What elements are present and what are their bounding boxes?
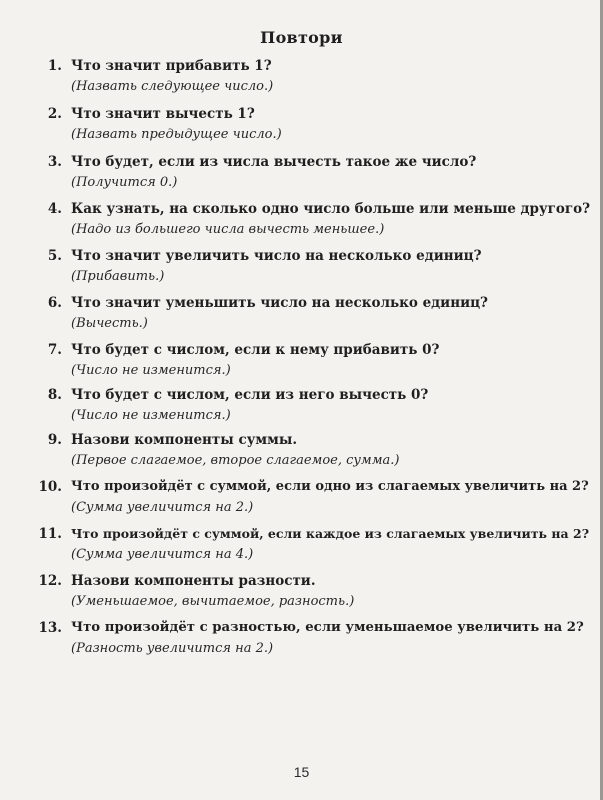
question-number: 12. [38,573,62,589]
question-text: Что будет с числом, если к нему прибавить 0? [71,342,440,358]
question-number: 11. [38,526,62,542]
question-number: 4. [47,201,62,217]
question-text: Что значит уменьшить число на несколько единиц? [71,295,488,311]
question-number: 13. [38,620,62,636]
question-item [0,340,595,378]
question-number: 9. [47,432,62,448]
question-text: Что произойдёт с суммой, если одно из слагаемых увеличить на 2? [71,479,589,494]
question-item [0,524,595,562]
question-item [0,618,595,656]
question-text: Что значит прибавить 1? [71,58,272,74]
question-item [0,293,595,331]
question-item [0,571,595,609]
question-item [0,385,595,423]
question-text: Назови компоненты разности. [71,573,316,589]
question-number: 7. [47,342,62,358]
question-text: Что будет, если из числа вычесть такое же число? [71,154,477,170]
question-answer: (Сумма увеличится на 2.) [71,500,254,515]
question-answer: (Получится 0.) [71,175,178,190]
question-number: 2. [47,106,62,122]
question-item [0,56,595,94]
question-answer: (Надо из большего числа вычесть меньшее.) [71,222,385,237]
question-item [0,477,595,515]
question-item [0,199,595,237]
question-number: 1. [47,58,62,74]
question-text: Как узнать, на сколько одно число больше или меньше другого? [71,201,591,217]
question-item [0,104,595,142]
question-number: 6. [47,295,62,311]
question-answer: (Число не изменится.) [71,408,231,423]
question-answer: (Уменьшаемое, вычитаемое, разность.) [71,594,355,609]
question-item [0,152,595,190]
question-answer: (Назвать предыдущее число.) [71,127,282,142]
question-text: Что произойдёт с разностью, если уменьшаемое увеличить на 2? [71,620,584,635]
question-item [0,246,595,284]
question-text: Что значит увеличить число на несколько единиц? [71,248,482,264]
question-text: Назови компоненты суммы. [71,432,298,448]
question-answer: (Разность увеличится на 2.) [71,641,274,656]
question-answer: (Вычесть.) [71,316,148,331]
question-answer: (Сумма увеличится на 4.) [71,547,254,562]
question-text: Что значит вычесть 1? [71,106,255,122]
question-answer: (Назвать следующее число.) [71,79,274,94]
question-answer: (Прибавить.) [71,269,165,284]
question-item [0,430,595,468]
question-number: 10. [38,479,62,495]
question-number: 3. [47,154,62,170]
question-number: 5. [47,248,62,264]
question-text: Что произойдёт с суммой, если каждое из слагаемых увеличить на 2? [71,526,590,541]
question-text: Что будет с числом, если из него вычесть 0? [71,387,429,403]
question-answer: (Число не изменится.) [71,363,231,378]
question-answer: (Первое слагаемое, второе слагаемое, сумма.) [71,453,400,468]
page-number: 15 [293,764,310,780]
page-title: Повтори [260,28,343,47]
question-number: 8. [47,387,62,403]
